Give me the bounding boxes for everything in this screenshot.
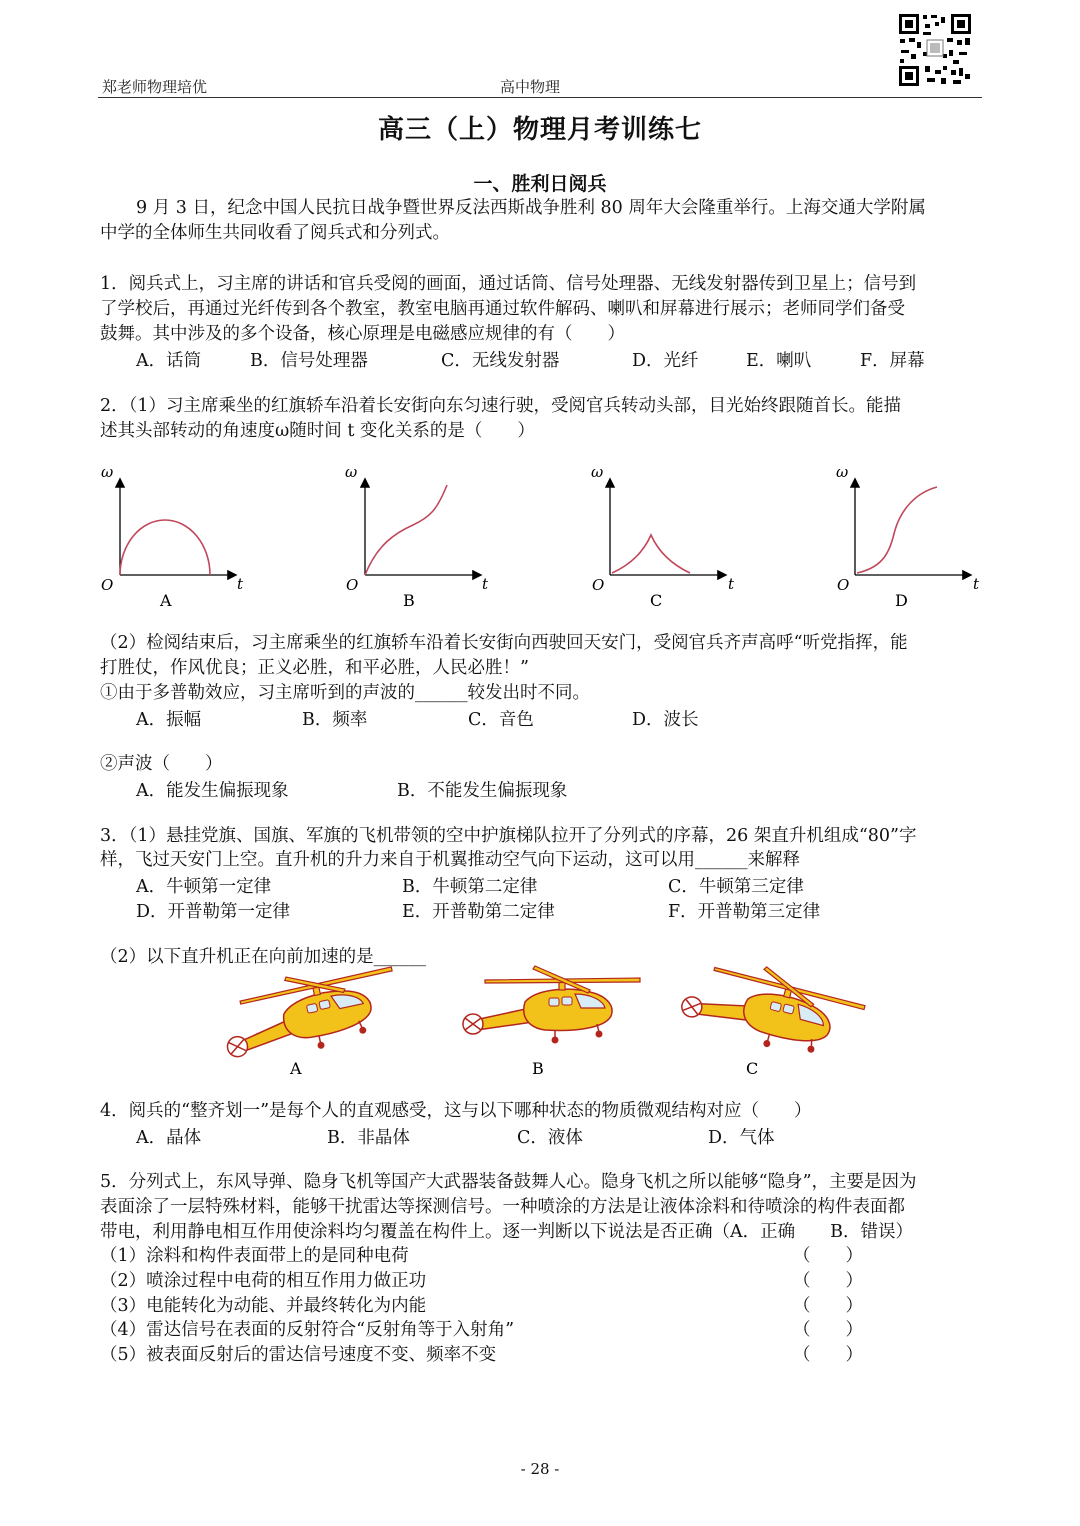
q5-line-1: 5．分列式上，东风导弹、隐身飞机等国产大武器装备鼓舞人心。隐身飞机之所以能够“隐身”，主要是因为	[100, 1172, 917, 1192]
section-title: 一、胜利日阅兵	[473, 173, 607, 195]
graph-d-origin: O	[837, 576, 850, 594]
q1-option-d: D．光纤	[632, 351, 699, 371]
q5-item-3-blank: （ ）	[793, 1296, 863, 1316]
graph-a-origin: O	[101, 576, 114, 594]
graph-a-label: A	[160, 591, 172, 610]
helicopter-a-icon	[216, 960, 405, 1068]
q1-line-3: 鼓舞。其中涉及的多个设备，核心原理是电磁感应规律的有（ ）	[100, 324, 625, 344]
intro-line-1: 9 月 3 日，纪念中国人民抗日战争暨世界反法西斯战争胜利 80 周年大会隆重举行。上海交通大学附属	[136, 198, 926, 218]
helicopter-c-label: C	[746, 1059, 759, 1078]
q2-line-2: 述其头部转动的角速度ω随时间 t 变化关系的是（ ）	[100, 421, 535, 441]
q5-item-5-blank: （ ）	[793, 1345, 863, 1365]
page-title: 高三（上）物理月考训练七	[377, 115, 702, 145]
q1-option-b: B．信号处理器	[250, 351, 368, 371]
q1-option-a: A．话筒	[136, 351, 202, 371]
q3-option-e: E．开普勒第二定律	[402, 902, 555, 922]
q5-item-1-blank: （ ）	[793, 1246, 863, 1266]
q2-part2-line-2: 打胜仗，作风优良；正义必胜，和平必胜，人民必胜！”	[100, 658, 529, 678]
q1-option-c: C．无线发射器	[441, 351, 560, 371]
header-left: 郑老师物理培优	[102, 78, 208, 96]
q2-part2-line-1: （2）检阅结束后，习主席乘坐的红旗轿车沿着长安街向西驶回天安门，受阅官兵齐声高呼“听党指挥，能	[100, 633, 908, 653]
header-center: 高中物理	[500, 78, 561, 96]
q2-part3-option-a: A．能发生偏振现象	[136, 781, 289, 801]
q3-option-d: D．开普勒第一定律	[136, 902, 291, 922]
graph-a-x-label: t	[237, 575, 244, 593]
qr-code	[897, 12, 973, 88]
graph-c-curve	[612, 535, 690, 573]
graph-d	[836, 463, 980, 610]
q5-line-2: 表面涂了一层特殊材料，能够干扰雷达等探测信号。一种喷涂的方法是让液体涂料和待喷涂的构件表面都	[100, 1197, 905, 1217]
graph-b-y-label: ω	[345, 463, 358, 481]
q5-item-2-blank: （ ）	[793, 1271, 863, 1291]
q2-part3-option-b: B．不能发生偏振现象	[397, 781, 568, 801]
q1-line-2: 了学校后，再通过光纤传到各个教室，教室电脑再通过软件解码、喇叭和屏幕进行展示；老师同学们备受	[100, 299, 905, 319]
omega-t-graphs	[95, 455, 995, 620]
q2-line-1: 2．（1）习主席乘坐的红旗轿车沿着长安街向东匀速行驶，受阅官兵转动头部，目光始终跟随首长。能描	[100, 396, 902, 416]
q2-part2-line-3: ①由于多普勒效应，习主席听到的声波的______较发出时不同。	[100, 683, 590, 703]
q5-item-3: （3）电能转化为动能、并最终转化为内能	[100, 1296, 427, 1316]
graph-d-curve	[857, 487, 937, 573]
graph-c-origin: O	[592, 576, 605, 594]
graph-b-origin: O	[346, 576, 359, 594]
q4-option-a: A．晶体	[136, 1128, 202, 1148]
q5-line-3: 带电，利用静电相互作用使涂料均匀覆盖在构件上。逐一判断以下说法是否正确（A．正确 B．错误）	[100, 1222, 913, 1242]
q5-item-4: （4）雷达信号在表面的反射符合“反射角等于入射角”	[100, 1320, 515, 1340]
graph-a-y-label: ω	[101, 463, 114, 481]
q3-option-a: A．牛顿第一定律	[136, 877, 272, 897]
header-rule	[98, 97, 982, 98]
graph-b-x-label: t	[482, 575, 489, 593]
q1-line-1: 1．阅兵式上，习主席的讲话和官兵受阅的画面，通过话筒、信号处理器、无线发射器传到卫星上；信号到	[100, 274, 917, 294]
graph-c-x-label: t	[728, 575, 735, 593]
q3-option-b: B．牛顿第二定律	[402, 877, 538, 897]
page-number: - 28 -	[520, 1460, 560, 1478]
qr-code-icon	[897, 12, 973, 88]
q4-option-b: B．非晶体	[327, 1128, 410, 1148]
q5-item-5: （5）被表面反射后的雷达信号速度不变、频率不变	[100, 1345, 497, 1365]
helicopter-c-icon	[677, 960, 868, 1069]
graph-c-label: C	[650, 591, 663, 610]
graph-a	[101, 463, 244, 610]
q2-part3-line: ②声波（ ）	[100, 754, 223, 774]
graph-b-curve	[365, 485, 447, 575]
q2-part2-option-c: C．音色	[468, 710, 534, 730]
q1-option-f: F．屏幕	[860, 351, 925, 371]
q2-part2-option-a: A．振幅	[136, 710, 202, 730]
graph-d-x-label: t	[973, 575, 980, 593]
q2-part2-option-b: B．频率	[302, 710, 368, 730]
q5-item-2: （2）喷涂过程中电荷的相互作用力做正功	[100, 1271, 427, 1291]
graph-b-label: B	[403, 591, 415, 610]
graph-c	[591, 463, 735, 610]
q3-part2-line: （2）以下直升机正在向前加速的是______	[100, 947, 427, 967]
graph-d-label: D	[895, 591, 908, 610]
q5-item-1: （1）涂料和构件表面带上的是同种电荷	[100, 1246, 409, 1266]
q3-line-1: 3．（1）悬挂党旗、国旗、军旗的飞机带领的空中护旗梯队拉开了分列式的序幕，26 架直升机组成“80”字	[100, 826, 917, 846]
q4-line: 4．阅兵的“整齐划一”是每个人的直观感受，这与以下哪种状态的物质微观结构对应（ ）	[100, 1101, 812, 1121]
q4-option-d: D．气体	[708, 1128, 775, 1148]
graph-b	[345, 463, 489, 610]
q3-option-c: C．牛顿第三定律	[668, 877, 804, 897]
graph-a-curve	[120, 520, 210, 575]
q1-option-e: E．喇叭	[746, 351, 812, 371]
helicopter-figures	[200, 960, 880, 1085]
q3-option-f: F．开普勒第三定律	[668, 902, 821, 922]
graph-c-y-label: ω	[591, 463, 604, 481]
q5-item-4-blank: （ ）	[793, 1320, 863, 1340]
graph-d-y-label: ω	[836, 463, 849, 481]
helicopter-b-icon	[463, 966, 640, 1044]
intro-line-2: 中学的全体师生共同收看了阅兵式和分列式。	[100, 223, 450, 243]
q2-part2-option-d: D．波长	[632, 710, 699, 730]
helicopter-a-label: A	[290, 1059, 302, 1078]
helicopter-b-label: B	[532, 1059, 544, 1078]
q4-option-c: C．液体	[517, 1128, 583, 1148]
q3-line-2: 样，飞过天安门上空。直升机的升力来自于机翼推动空气向下运动，这可以用______来解释	[100, 850, 800, 870]
